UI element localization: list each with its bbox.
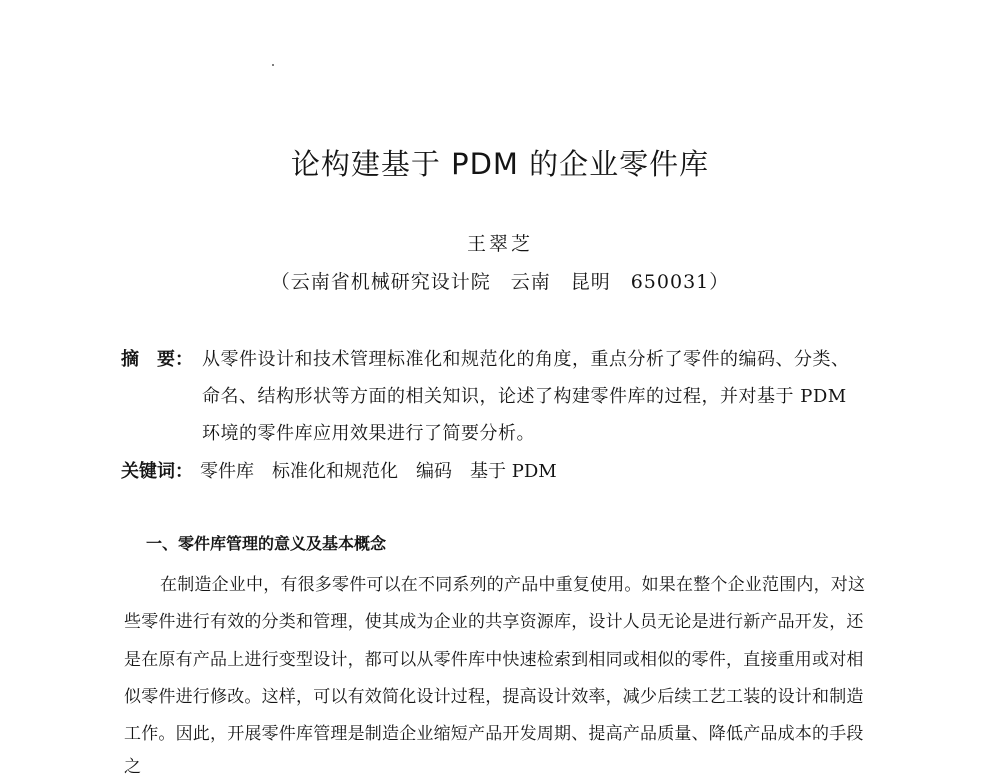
author-affiliation: （云南省机械研究设计院 云南 昆明 650031） [270, 271, 730, 293]
abstract-label: 摘 要： [121, 349, 193, 370]
keywords-text: 零件库 标准化和规范化 编码 基于 PDM [200, 461, 557, 482]
section-heading: 一、零件库管理的意义及基本概念 [146, 534, 387, 553]
keywords-label: 关键词： [121, 461, 193, 482]
body-paragraph-line: 工作。因此，开展零件库管理是制造企业缩短产品开发周期、提高产品质量、降低产品成本的手段 [124, 724, 864, 744]
abstract-line: 命名、结构形状等方面的相关知识，论述了构建零件库的过程，并对基于 PDM [202, 386, 847, 407]
body-paragraph-line: 是在原有产品上进行变型设计，都可以从零件库中快速检索到相同或相似的零件，直接重用或对相 [124, 650, 864, 670]
scan-speck [272, 64, 274, 66]
body-paragraph-line-cut: 之 [124, 757, 142, 777]
body-paragraph-line: 似零件进行修改。这样，可以有效简化设计过程，提高设计效率，减少后续工艺工装的设计和制造 [124, 687, 864, 707]
body-paragraph-line: 在制造企业中，有很多零件可以在不同系列的产品中重复使用。如果在整个企业范围内，对这 [160, 575, 866, 595]
abstract-line: 环境的零件库应用效果进行了简要分析。 [202, 423, 535, 444]
abstract-line: 从零件设计和技术管理标准化和规范化的角度，重点分析了零件的编码、分类、 [202, 349, 850, 370]
author-name: 王翠芝 [466, 233, 533, 255]
body-paragraph-line: 些零件进行有效的分类和管理，使其成为企业的共享资源库，设计人员无论是进行新产品开发，还 [124, 612, 864, 632]
paper-title: 论构建基于 PDM 的企业零件库 [290, 147, 710, 181]
